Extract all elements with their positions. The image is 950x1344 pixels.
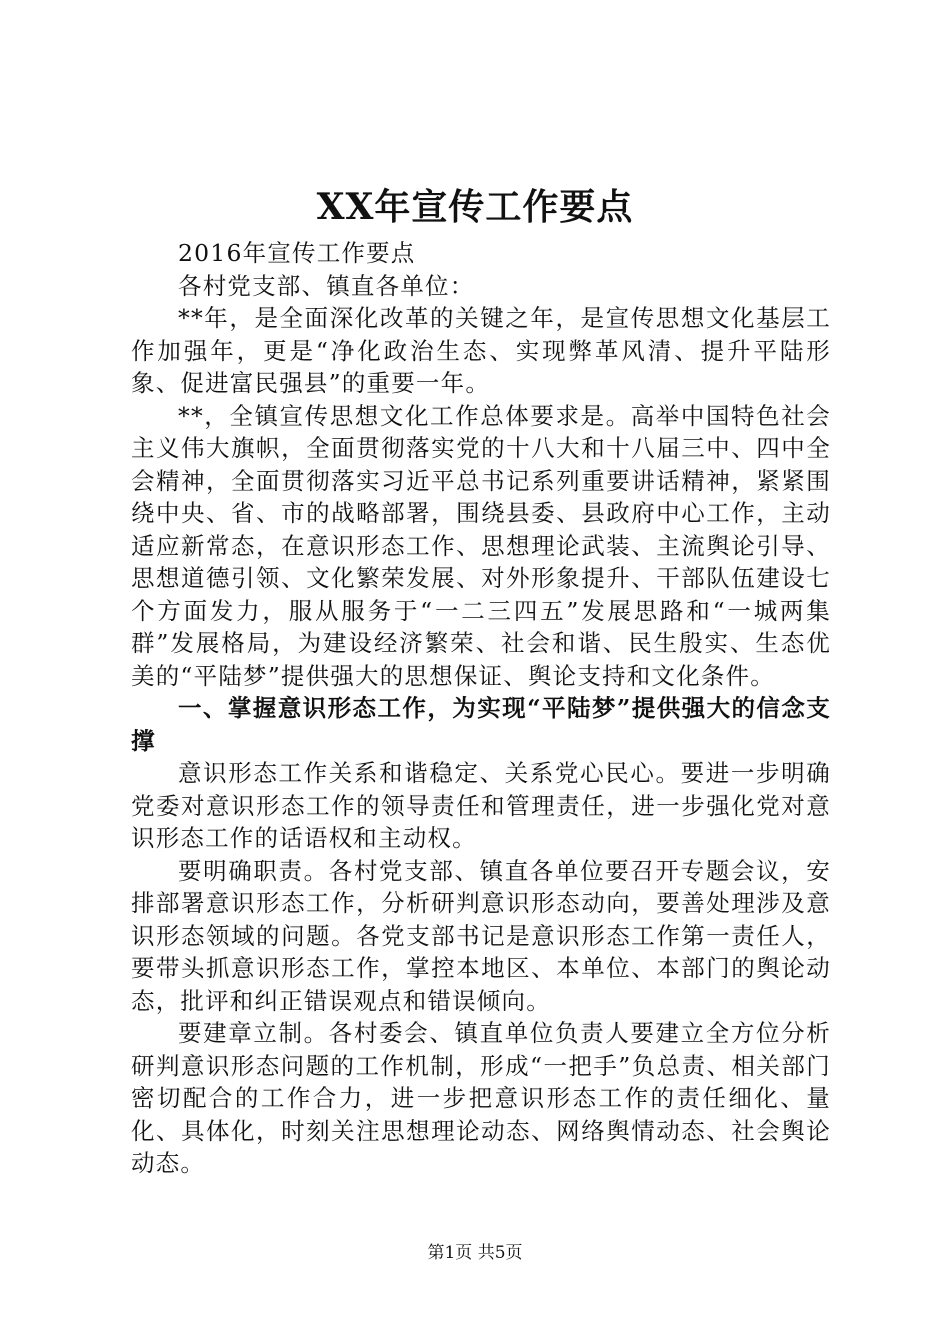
section-heading: 一、掌握意识形态工作，为实现“平陆梦”提供强大的信念支撑 xyxy=(131,694,831,755)
body-paragraph: 意识形态工作关系和谐稳定、关系党心民心。要进一步明确党委对意识形态工作的领导责任和管理责任，进一步强化党对意识形态工作的话语权和主动权。 xyxy=(131,759,831,852)
body-paragraph: **，全镇宣传思想文化工作总体要求是。高举中国特色社会主义伟大旗帜，全面贯彻落实党的十八大和十八届三中、四中全会精神，全面贯彻落实习近平总书记系列重要讲话精神，紧紧围绕中央、省、市的战略部署，围绕县委、县政府中心工作，主动适应新常态，在意识形态工作、思想理论武装、主流舆论引导、思想道德引领、文化繁荣发展、对外形象提升、干部队伍建设七个方面发力，服从服务于“一二三四五”发展思路和“一城两集群”发展格局，为建设经济繁荣、社会和谐、民生殷实、生态优美的“平陆梦”提供强大的思想保证、舆论支持和文化条件。 xyxy=(131,401,831,690)
page-footer: 第1页 共5页 xyxy=(427,1243,523,1263)
body-paragraph: 要明确职责。各村党支部、镇直各单位要召开专题会议，安排部署意识形态工作，分析研判意识形态动向，要善处理涉及意识形态领域的问题。各党支部书记是意识形态工作第一责任人，要带头抓意识形态工作，掌控本地区、本单位、本部门的舆论动态，批评和纠正错误观点和错误倾向。 xyxy=(131,856,831,1015)
salutation: 各村党支部、镇直各单位： xyxy=(178,271,475,300)
body-paragraph: **年，是全面深化改革的关键之年，是宣传思想文化基层工作加强年，更是“净化政治生态、实现弊革风清、提升平陆形象、促进富民强县”的重要一年。 xyxy=(131,304,831,397)
subtitle-line: 2016年宣传工作要点 xyxy=(178,239,416,267)
document-body xyxy=(131,237,831,1180)
document-title: XX年宣传工作要点 xyxy=(316,186,634,228)
body-paragraph: 要建章立制。各村委会、镇直单位负责人要建立全方位分析研判意识形态问题的工作机制，形成“一把手”负总责、相关部门密切配合的工作合力，进一步把意识形态工作的责任细化、量化、具体化，时刻关注思想理论动态、网络舆情动态、社会舆论动态。 xyxy=(131,1019,831,1177)
